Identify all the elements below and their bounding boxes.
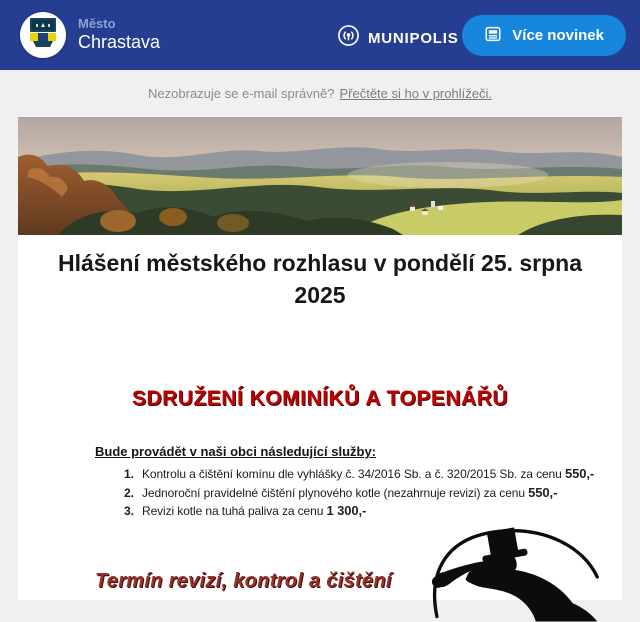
news-icon — [484, 25, 502, 47]
service-item — [124, 484, 622, 502]
email-body — [18, 117, 622, 600]
brand-bottom-label: Chrastava — [78, 32, 161, 53]
services-list — [18, 465, 622, 520]
service-price: 550,- — [528, 484, 558, 500]
coat-of-arms-icon — [27, 15, 59, 56]
service-text: Kontrolu a čištění komínu dle vyhlášky č. 34/2016 Sb. a č. 320/2015 Sb. za cenu — [142, 467, 565, 482]
munipolis-label: MUNIPOLIS — [368, 29, 459, 47]
email-header — [0, 0, 640, 70]
email-title: Hlášení městského rozhlasu v pondělí 25. srpna 2025 — [57, 250, 583, 308]
services-intro: Bude provádět v naši obci následující služby: — [95, 444, 377, 460]
city-logo — [20, 12, 66, 58]
brand-top-label: Město — [78, 16, 116, 32]
term-heading: Termín revizí, kontrol a čištění — [95, 570, 392, 593]
service-text: Jednoroční pravidelné čištění plynového kotle (nezahrnuje revizi) za cenu — [142, 485, 529, 500]
more-news-button[interactable] — [462, 15, 626, 56]
city-brand-link[interactable] — [20, 12, 160, 58]
view-in-browser-bar — [0, 70, 640, 117]
service-text: Revizi kotle na tuhá paliva za cenu — [142, 503, 327, 518]
view-in-browser-question: Nezobrazuje se e-mail správně? — [148, 86, 335, 101]
hero-landscape-photo — [18, 117, 622, 235]
chimney-sweep-silhouette-image — [427, 525, 620, 622]
broadcast-icon — [337, 24, 360, 52]
service-price: 1 300,- — [326, 502, 367, 518]
service-item — [124, 465, 622, 483]
city-brand-text — [78, 17, 160, 53]
view-in-browser-link[interactable]: Přečtěte si ho v prohlížeči. — [339, 86, 492, 101]
more-news-label: Více novinek — [512, 27, 604, 44]
service-price: 550,- — [564, 466, 595, 482]
munipolis-logo-link[interactable] — [337, 24, 459, 52]
flyer-red-title: SDRUŽENÍ KOMINÍKŮ A TOPENÁŘŮ — [131, 387, 509, 411]
service-item — [124, 502, 622, 520]
